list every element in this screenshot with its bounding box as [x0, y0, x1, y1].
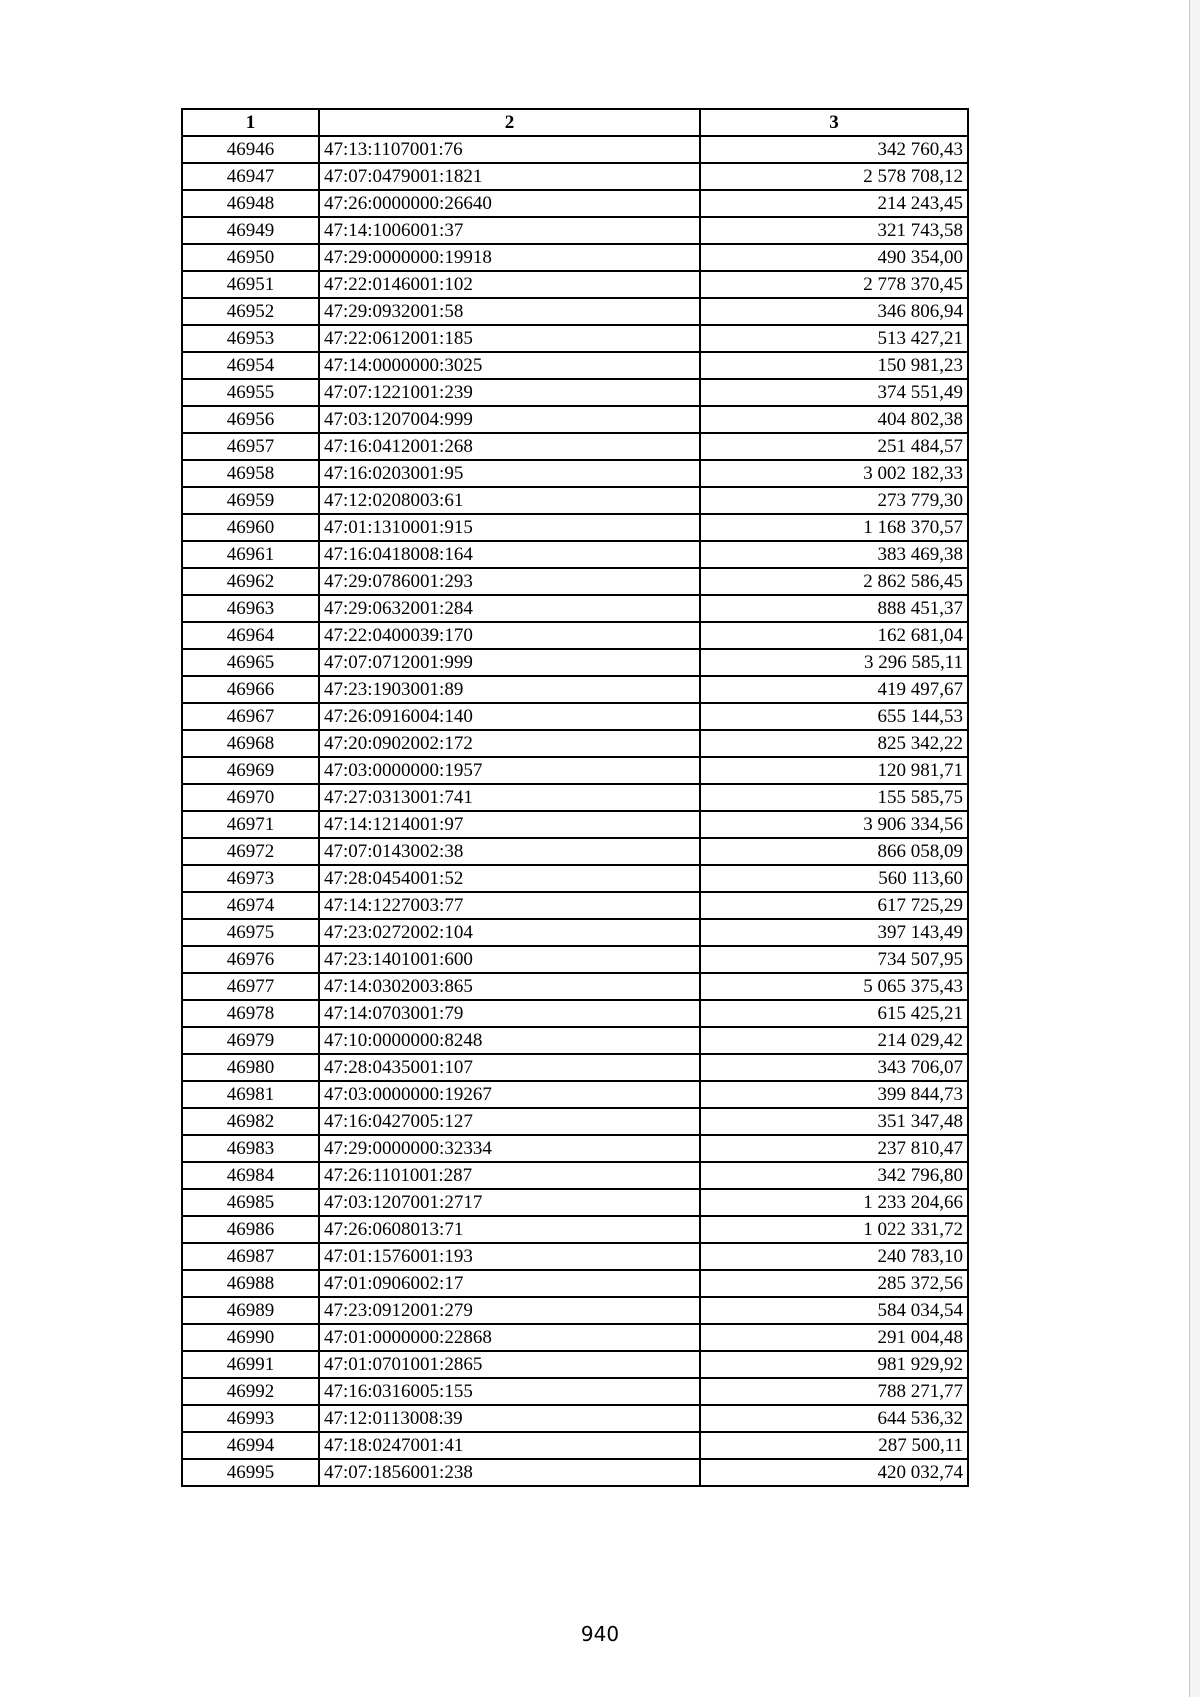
- row-number-cell: 46969: [182, 757, 319, 784]
- cadastral-number-cell: 47:01:0701001:2865: [319, 1351, 700, 1378]
- table-row: [182, 541, 968, 568]
- table-row: [182, 784, 968, 811]
- row-number-cell: 46986: [182, 1216, 319, 1243]
- cadastral-number-cell: 47:07:1856001:238: [319, 1459, 700, 1486]
- value-cell: 420 032,74: [700, 1459, 968, 1486]
- value-cell: 866 058,09: [700, 838, 968, 865]
- data-table: [181, 108, 969, 1487]
- table-row: [182, 1135, 968, 1162]
- row-number-cell: 46987: [182, 1243, 319, 1270]
- table-row: [182, 325, 968, 352]
- table-row: [182, 730, 968, 757]
- row-number-cell: 46955: [182, 379, 319, 406]
- row-number-cell: 46988: [182, 1270, 319, 1297]
- row-number-cell: 46953: [182, 325, 319, 352]
- table-header: [182, 109, 968, 136]
- value-cell: 615 425,21: [700, 1000, 968, 1027]
- cadastral-number-cell: 47:03:1207004:999: [319, 406, 700, 433]
- cadastral-number-cell: 47:29:0632001:284: [319, 595, 700, 622]
- row-number-cell: 46993: [182, 1405, 319, 1432]
- header-row: [182, 109, 968, 136]
- cadastral-number-cell: 47:23:1401001:600: [319, 946, 700, 973]
- column-header-1: 1: [182, 109, 319, 136]
- value-cell: 3 906 334,56: [700, 811, 968, 838]
- cadastral-number-cell: 47:16:0427005:127: [319, 1108, 700, 1135]
- value-cell: 240 783,10: [700, 1243, 968, 1270]
- row-number-cell: 46949: [182, 217, 319, 244]
- cadastral-number-cell: 47:29:0932001:58: [319, 298, 700, 325]
- value-cell: 237 810,47: [700, 1135, 968, 1162]
- table-row: [182, 1216, 968, 1243]
- value-cell: 734 507,95: [700, 946, 968, 973]
- row-number-cell: 46971: [182, 811, 319, 838]
- row-number-cell: 46962: [182, 568, 319, 595]
- row-number-cell: 46974: [182, 892, 319, 919]
- value-cell: 351 347,48: [700, 1108, 968, 1135]
- value-cell: 214 243,45: [700, 190, 968, 217]
- cadastral-number-cell: 47:14:0703001:79: [319, 1000, 700, 1027]
- value-cell: 1 168 370,57: [700, 514, 968, 541]
- table-row: [182, 1243, 968, 1270]
- value-cell: 120 981,71: [700, 757, 968, 784]
- table-row: [182, 190, 968, 217]
- value-cell: 3 002 182,33: [700, 460, 968, 487]
- cadastral-number-cell: 47:14:1227003:77: [319, 892, 700, 919]
- value-cell: 383 469,38: [700, 541, 968, 568]
- value-cell: 273 779,30: [700, 487, 968, 514]
- row-number-cell: 46965: [182, 649, 319, 676]
- value-cell: 584 034,54: [700, 1297, 968, 1324]
- value-cell: 1 022 331,72: [700, 1216, 968, 1243]
- row-number-cell: 46982: [182, 1108, 319, 1135]
- cadastral-number-cell: 47:22:0400039:170: [319, 622, 700, 649]
- row-number-cell: 46950: [182, 244, 319, 271]
- page-number: 940: [580, 1622, 620, 1646]
- table-row: [182, 1162, 968, 1189]
- row-number-cell: 46947: [182, 163, 319, 190]
- value-cell: 404 802,38: [700, 406, 968, 433]
- table-row: [182, 1027, 968, 1054]
- row-number-cell: 46956: [182, 406, 319, 433]
- table-row: [182, 217, 968, 244]
- value-cell: 214 029,42: [700, 1027, 968, 1054]
- table-row: [182, 379, 968, 406]
- cadastral-number-cell: 47:23:0912001:279: [319, 1297, 700, 1324]
- cadastral-number-cell: 47:22:0146001:102: [319, 271, 700, 298]
- table-row: [182, 1108, 968, 1135]
- cadastral-number-cell: 47:27:0313001:741: [319, 784, 700, 811]
- cadastral-number-cell: 47:10:0000000:8248: [319, 1027, 700, 1054]
- row-number-cell: 46963: [182, 595, 319, 622]
- table-row: [182, 757, 968, 784]
- table-row: [182, 163, 968, 190]
- table-row: [182, 136, 968, 163]
- row-number-cell: 46984: [182, 1162, 319, 1189]
- value-cell: 374 551,49: [700, 379, 968, 406]
- cadastral-number-cell: 47:16:0418008:164: [319, 541, 700, 568]
- row-number-cell: 46952: [182, 298, 319, 325]
- value-cell: 490 354,00: [700, 244, 968, 271]
- row-number-cell: 46968: [182, 730, 319, 757]
- table-row: [182, 1459, 968, 1486]
- cadastral-number-cell: 47:07:0712001:999: [319, 649, 700, 676]
- table-row: [182, 649, 968, 676]
- row-number-cell: 46979: [182, 1027, 319, 1054]
- page-edge: [1189, 0, 1200, 1697]
- row-number-cell: 46972: [182, 838, 319, 865]
- cadastral-number-cell: 47:22:0612001:185: [319, 325, 700, 352]
- table-row: [182, 595, 968, 622]
- table-row: [182, 487, 968, 514]
- row-number-cell: 46946: [182, 136, 319, 163]
- table-row: [182, 973, 968, 1000]
- row-number-cell: 46983: [182, 1135, 319, 1162]
- cadastral-number-cell: 47:26:1101001:287: [319, 1162, 700, 1189]
- row-number-cell: 46990: [182, 1324, 319, 1351]
- table-row: [182, 1054, 968, 1081]
- value-cell: 644 536,32: [700, 1405, 968, 1432]
- cadastral-number-cell: 47:18:0247001:41: [319, 1432, 700, 1459]
- row-number-cell: 46967: [182, 703, 319, 730]
- row-number-cell: 46976: [182, 946, 319, 973]
- row-number-cell: 46961: [182, 541, 319, 568]
- table-row: [182, 919, 968, 946]
- cadastral-number-cell: 47:13:1107001:76: [319, 136, 700, 163]
- table-row: [182, 460, 968, 487]
- row-number-cell: 46948: [182, 190, 319, 217]
- value-cell: 655 144,53: [700, 703, 968, 730]
- cadastral-number-cell: 47:29:0000000:32334: [319, 1135, 700, 1162]
- cadastral-number-cell: 47:26:0608013:71: [319, 1216, 700, 1243]
- table-row: [182, 244, 968, 271]
- cadastral-number-cell: 47:12:0113008:39: [319, 1405, 700, 1432]
- cadastral-number-cell: 47:16:0412001:268: [319, 433, 700, 460]
- cadastral-number-cell: 47:20:0902002:172: [319, 730, 700, 757]
- value-cell: 825 342,22: [700, 730, 968, 757]
- table-row: [182, 838, 968, 865]
- row-number-cell: 46978: [182, 1000, 319, 1027]
- table-row: [182, 1432, 968, 1459]
- cadastral-number-cell: 47:29:0786001:293: [319, 568, 700, 595]
- value-cell: 321 743,58: [700, 217, 968, 244]
- value-cell: 560 113,60: [700, 865, 968, 892]
- value-cell: 888 451,37: [700, 595, 968, 622]
- value-cell: 419 497,67: [700, 676, 968, 703]
- value-cell: 1 233 204,66: [700, 1189, 968, 1216]
- row-number-cell: 46960: [182, 514, 319, 541]
- column-header-2: 2: [319, 109, 700, 136]
- value-cell: 2 862 586,45: [700, 568, 968, 595]
- row-number-cell: 46964: [182, 622, 319, 649]
- table-row: [182, 298, 968, 325]
- value-cell: 162 681,04: [700, 622, 968, 649]
- cadastral-number-cell: 47:14:1214001:97: [319, 811, 700, 838]
- value-cell: 291 004,48: [700, 1324, 968, 1351]
- cadastral-number-cell: 47:16:0203001:95: [319, 460, 700, 487]
- value-cell: 342 760,43: [700, 136, 968, 163]
- table-row: [182, 568, 968, 595]
- table-row: [182, 1351, 968, 1378]
- cadastral-number-cell: 47:23:1903001:89: [319, 676, 700, 703]
- cadastral-number-cell: 47:12:0208003:61: [319, 487, 700, 514]
- cadastral-number-cell: 47:07:0479001:1821: [319, 163, 700, 190]
- table-row: [182, 946, 968, 973]
- cadastral-number-cell: 47:29:0000000:19918: [319, 244, 700, 271]
- value-cell: 150 981,23: [700, 352, 968, 379]
- row-number-cell: 46954: [182, 352, 319, 379]
- value-cell: 981 929,92: [700, 1351, 968, 1378]
- row-number-cell: 46973: [182, 865, 319, 892]
- value-cell: 788 271,77: [700, 1378, 968, 1405]
- row-number-cell: 46989: [182, 1297, 319, 1324]
- table-row: [182, 865, 968, 892]
- value-cell: 5 065 375,43: [700, 973, 968, 1000]
- row-number-cell: 46991: [182, 1351, 319, 1378]
- cadastral-number-cell: 47:14:0302003:865: [319, 973, 700, 1000]
- cadastral-number-cell: 47:26:0000000:26640: [319, 190, 700, 217]
- value-cell: 285 372,56: [700, 1270, 968, 1297]
- cadastral-number-cell: 47:01:0906002:17: [319, 1270, 700, 1297]
- value-cell: 346 806,94: [700, 298, 968, 325]
- table-row: [182, 1405, 968, 1432]
- table-row: [182, 703, 968, 730]
- cadastral-number-cell: 47:07:1221001:239: [319, 379, 700, 406]
- cadastral-number-cell: 47:14:0000000:3025: [319, 352, 700, 379]
- row-number-cell: 46959: [182, 487, 319, 514]
- table-row: [182, 1378, 968, 1405]
- cadastral-number-cell: 47:28:0454001:52: [319, 865, 700, 892]
- row-number-cell: 46958: [182, 460, 319, 487]
- value-cell: 399 844,73: [700, 1081, 968, 1108]
- row-number-cell: 46977: [182, 973, 319, 1000]
- row-number-cell: 46992: [182, 1378, 319, 1405]
- cadastral-number-cell: 47:23:0272002:104: [319, 919, 700, 946]
- value-cell: 397 143,49: [700, 919, 968, 946]
- column-header-3: 3: [700, 109, 968, 136]
- value-cell: 513 427,21: [700, 325, 968, 352]
- cadastral-number-cell: 47:01:1576001:193: [319, 1243, 700, 1270]
- table-row: [182, 1081, 968, 1108]
- row-number-cell: 46981: [182, 1081, 319, 1108]
- cadastral-number-cell: 47:26:0916004:140: [319, 703, 700, 730]
- table-row: [182, 622, 968, 649]
- table-row: [182, 676, 968, 703]
- row-number-cell: 46975: [182, 919, 319, 946]
- cadastral-number-cell: 47:14:1006001:37: [319, 217, 700, 244]
- row-number-cell: 46951: [182, 271, 319, 298]
- value-cell: 343 706,07: [700, 1054, 968, 1081]
- value-cell: 2 778 370,45: [700, 271, 968, 298]
- row-number-cell: 46995: [182, 1459, 319, 1486]
- value-cell: 2 578 708,12: [700, 163, 968, 190]
- value-cell: 287 500,11: [700, 1432, 968, 1459]
- value-cell: 251 484,57: [700, 433, 968, 460]
- value-cell: 155 585,75: [700, 784, 968, 811]
- cadastral-number-cell: 47:03:0000000:1957: [319, 757, 700, 784]
- row-number-cell: 46985: [182, 1189, 319, 1216]
- table-row: [182, 1270, 968, 1297]
- row-number-cell: 46994: [182, 1432, 319, 1459]
- row-number-cell: 46966: [182, 676, 319, 703]
- cadastral-number-cell: 47:01:0000000:22868: [319, 1324, 700, 1351]
- table-row: [182, 514, 968, 541]
- row-number-cell: 46957: [182, 433, 319, 460]
- table-row: [182, 1324, 968, 1351]
- cadastral-number-cell: 47:03:1207001:2717: [319, 1189, 700, 1216]
- table-row: [182, 406, 968, 433]
- cadastral-number-cell: 47:16:0316005:155: [319, 1378, 700, 1405]
- cadastral-number-cell: 47:03:0000000:19267: [319, 1081, 700, 1108]
- cadastral-number-cell: 47:07:0143002:38: [319, 838, 700, 865]
- table-row: [182, 892, 968, 919]
- table-row: [182, 811, 968, 838]
- value-cell: 342 796,80: [700, 1162, 968, 1189]
- table-row: [182, 1189, 968, 1216]
- table-row: [182, 433, 968, 460]
- table-row: [182, 352, 968, 379]
- table-row: [182, 1000, 968, 1027]
- row-number-cell: 46980: [182, 1054, 319, 1081]
- cadastral-number-cell: 47:28:0435001:107: [319, 1054, 700, 1081]
- cadastral-number-cell: 47:01:1310001:915: [319, 514, 700, 541]
- row-number-cell: 46970: [182, 784, 319, 811]
- table-row: [182, 271, 968, 298]
- value-cell: 617 725,29: [700, 892, 968, 919]
- value-cell: 3 296 585,11: [700, 649, 968, 676]
- table-body: [182, 136, 968, 1486]
- table-row: [182, 1297, 968, 1324]
